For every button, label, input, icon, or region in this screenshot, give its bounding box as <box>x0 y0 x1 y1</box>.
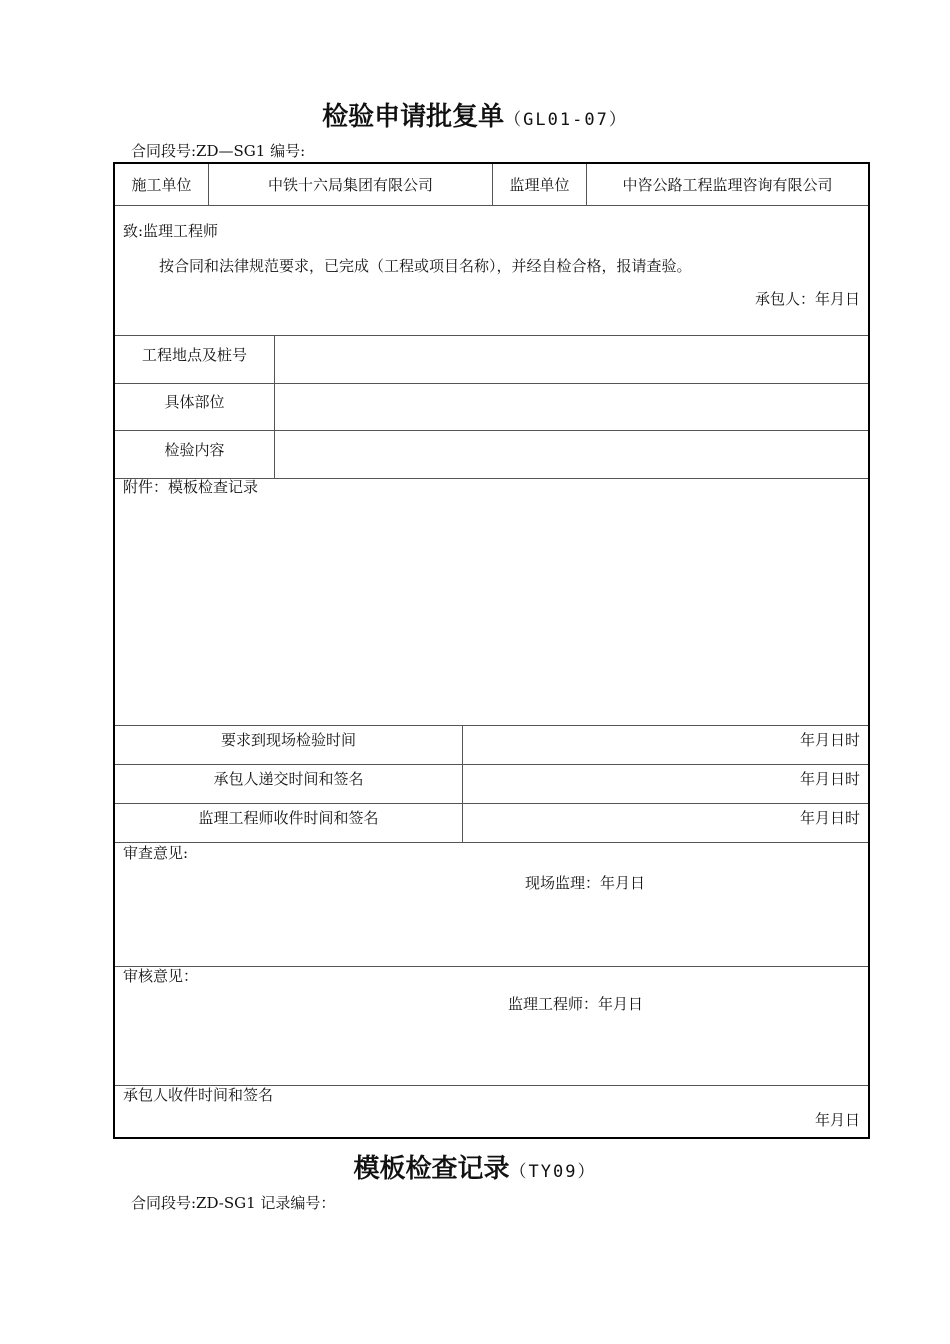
request-body: 按合同和法律规范要求，已完成（工程或项目名称），并经自检合格，报请查验。 <box>159 257 692 275</box>
contract-meta: 合同段号:ZD—SG1 编号: <box>131 142 306 160</box>
contractor-submit-time-value: 年月日时 <box>799 770 860 788</box>
audit-opinion-label: 审核意见： <box>123 967 199 985</box>
engineer-receipt-time-value: 年月日时 <box>799 809 860 827</box>
supervision-unit-value: 中咨公路工程监理咨询有限公司 <box>622 176 833 194</box>
record-title <box>0 1148 950 1185</box>
form-code: （GL01-07） <box>504 110 628 130</box>
record-meta: 合同段号:ZD-SG1 记录编号： <box>131 1194 336 1212</box>
supervising-engineer-signature: 监理工程师：年月日 <box>508 995 644 1013</box>
contractor-signature: 承包人：年月日 <box>754 290 860 308</box>
supervision-unit-label: 监理单位 <box>509 176 570 194</box>
specific-part-label: 具体部位 <box>164 393 225 411</box>
form-title-text: 检验申请批复单 <box>322 102 505 132</box>
contractor-receipt-label: 承包人收件时间和签名 <box>123 1086 274 1104</box>
attachment-note: 附件：模板检查记录 <box>123 478 259 496</box>
onsite-inspection-time-label: 要求到现场检验时间 <box>220 731 356 749</box>
review-opinion-label: 审查意见: <box>123 844 189 862</box>
location-label: 工程地点及桩号 <box>141 346 247 364</box>
contractor-receipt-date: 年月日 <box>814 1111 860 1129</box>
addressee: 致:监理工程师 <box>123 222 219 240</box>
record-title-text: 模板检查记录 <box>353 1154 510 1184</box>
inspection-content-label: 检验内容 <box>164 441 225 459</box>
form-title <box>0 96 950 133</box>
application-table <box>113 162 870 1139</box>
engineer-receipt-time-label: 监理工程师收件时间和签名 <box>198 809 379 827</box>
site-supervisor-signature: 现场监理：年月日 <box>525 874 646 892</box>
construction-unit-label: 施工单位 <box>131 176 192 194</box>
record-code: （TY09） <box>509 1162 597 1182</box>
onsite-inspection-time-value: 年月日时 <box>799 731 860 749</box>
contractor-submit-time-label: 承包人递交时间和签名 <box>213 770 364 788</box>
construction-unit-value: 中铁十六局集团有限公司 <box>267 176 433 194</box>
